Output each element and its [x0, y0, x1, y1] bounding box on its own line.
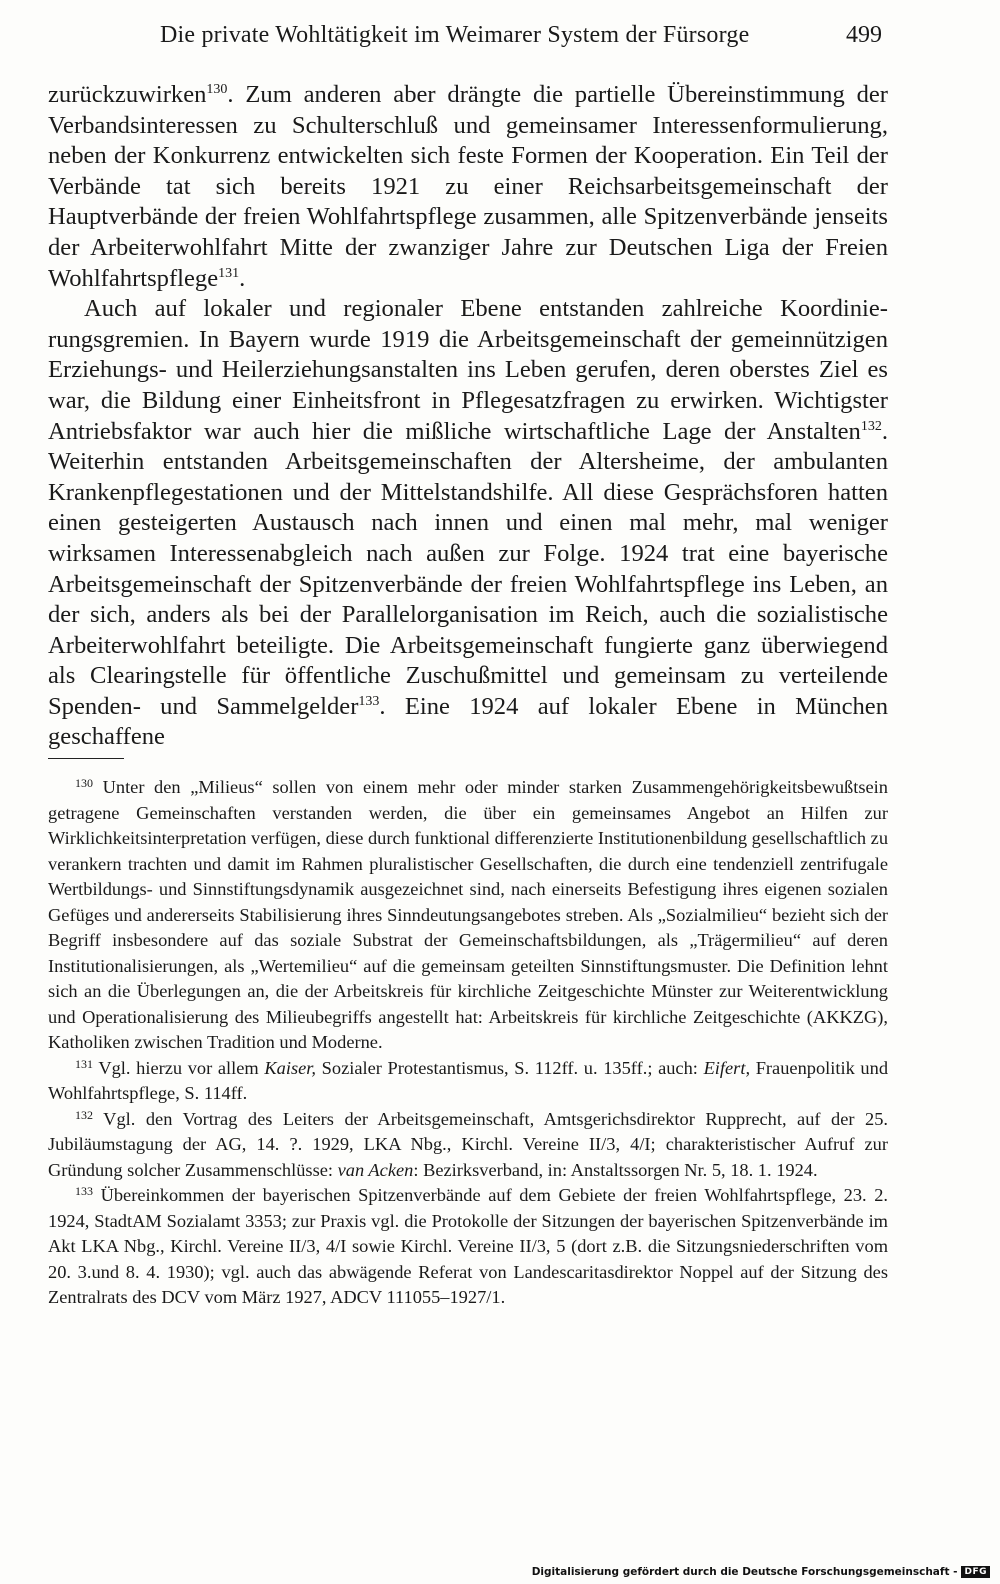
text-run: Auch auf lokaler und regionaler Ebene entstanden zahlreiche Koordinierungsgremien. In Bayern wurde 1919 die Arbeitsgemeinschaft der gemeinnützigen Erziehungs- und Heilerziehungsanstalten ins Leben gerufen, deren oberstes Ziel es war, die Bildung einer Einheitsfront in Pflegesatzfragen zu erwirken. Wichtigster Antriebsfaktor war auch hier die mißliche wirtschaftliche Lage der Anstalten	[48, 295, 888, 445]
author-name: Eifert,	[703, 1057, 751, 1078]
footnote-text: : Bezirksverband, in: Anstaltssorgen Nr. 5, 18. 1. 1924.	[413, 1159, 818, 1180]
footnote-text: Sozialer Protestantismus, S. 112ff. u. 135ff.; auch:	[316, 1057, 704, 1078]
footnote-text: Vgl. hierzu vor allem	[98, 1057, 265, 1078]
text-run: zurückzuwirken	[48, 81, 207, 108]
page-number: 499	[846, 22, 882, 48]
footnote-separator	[48, 758, 124, 759]
footnote-132	[48, 1107, 888, 1184]
running-title: Die private Wohltätigkeit im Weimarer System der Fürsorge	[160, 22, 750, 48]
footnote-text: Frauenpolitik und Wohlfahrtspflege, S. 114ff.	[48, 1057, 889, 1103]
paragraph	[48, 294, 888, 753]
author-name: van Acken	[337, 1159, 414, 1180]
footnote-number: 131	[75, 1056, 93, 1071]
footnote-ref-131[interactable]: 131	[218, 265, 240, 281]
footnote-131	[48, 1056, 888, 1107]
author-name: Kaiser,	[264, 1057, 316, 1078]
footnote-number: 133	[75, 1184, 93, 1198]
footnote-text: Unter den „Milieus“ sollen von einem mehr oder minder starken Zusammengehörigkeitsbewußtsein getragene Gemeinschaften verstanden werden, die über ein gemeinsames Angebot an Hilfen zur Wirklichkeitsinterpretation verfügen, diese durch funktional differenzierte Institutionenbildung gesellschaftlich zu verankern trachten und damit im Rahmen pluralistischer Gesellschaften, die durch eine tendenziell zentrifugale Wertbildungs- und Sinnstiftungsdynamik ausgezeichnet sind, nach einerseits Befestigung ihres eigenen sozialen Gefüges und andererseits Stabilisierung ihres Sinndeutungsangebotes streben. Als „Sozialmilieu“ bezieht sich der Begriff insbesondere auf das soziale Substrat der Gemeinschaftsbildungen, als „Trägermilieu“ auf deren Institutionalisierungen, als „Wertemilieu“ auf die gemeinsam geteilten Sinnstiftungsmuster. Die Definition lehnt sich an die Überlegungen an, die der Arbeitskreis für kirchliche Zeitgeschichte Münster zur Weiterentwicklung und Operationalisierung des Milieubegriffs angestellt hat: Arbeitskreis für kirchliche Zeitgeschichte (AKKZG), Katholiken zwischen Tradition und Moderne.	[48, 777, 889, 1052]
footnote-130	[48, 775, 888, 1056]
footnote-ref-130[interactable]: 130	[206, 82, 228, 97]
footnote-ref-132[interactable]: 132	[860, 418, 882, 434]
dfg-logo: DFG	[961, 1566, 990, 1578]
digitization-note: Digitalisierung gefördert durch die Deutsche Forschungsgemeinschaft -	[531, 1566, 958, 1578]
footnote-text: Vgl. den Vortrag des Leiters der Arbeitsgemeinschaft, Amtsgerichsdirektor Rupprecht, auf der 25. Jubiläumstagung der AG, 14. ?. 1929, LKA Nbg., Kirchl. Vereine II/3, 4/I; charakteristischer Aufruf zur Gründung solcher Zusammenschlüsse:	[48, 1108, 889, 1180]
footnote-number: 132	[75, 1107, 93, 1122]
footnotes	[48, 775, 888, 1311]
text-run: . Zum anderen aber drängte die partielle Übereinstimmung der Verbandsinteressen zu Schulterschluß und gemeinsamer Interessenformulierung, neben der Konkurrenz entwickelten sich feste Formen der Kooperation. Ein Teil der Verbände tat sich bereits 1921 zu einer Reichsarbeitsgemeinschaft der Hauptverbände der freien Wohlfahrtspflege zusammen, alle Spitzenverbände jenseits der Arbeiterwohlfahrt Mitte der zwanziger Jahre zur Deutschen Liga der Freien Wohlfahrtspflege	[48, 81, 888, 292]
digitization-footer	[532, 1562, 990, 1582]
page-header	[48, 20, 888, 54]
text-run: . Eine 1924 auf lokaler Ebene in München geschaffene	[48, 692, 888, 751]
footnote-ref-133[interactable]: 133	[358, 693, 380, 709]
text-run: .	[239, 264, 246, 292]
main-text	[48, 80, 888, 753]
footnote-133	[48, 1183, 888, 1311]
paragraph	[48, 80, 888, 294]
footnote-number: 130	[75, 776, 93, 790]
footnote-text: Übereinkommen der bayerischen Spitzenverbände auf dem Gebiete der freien Wohlfahrtspflege, 23. 2. 1924, StadtAM Sozialamt 3353; zur Praxis vgl. die Protokolle der Sitzungen der bayerischen Spitzenverbände im Akt LKA Nbg., Kirchl. Vereine II/3, 4/I sowie Kirchl. Vereine II/3, 5 (dort z.B. die Sitzungsniederschriften vom 20. 3.und 8. 4. 1930); vgl. auch das abwägende Referat von Landescaritasdirektor Noppel auf der Sitzung des Zentralrats des DCV vom März 1927, ADCV 111055–1927/1.	[48, 1185, 888, 1307]
text-run: . Weiterhin entstanden Arbeitsgemeinschaften der Altersheime, der ambulanten Krankenpflegestationen und der Mittelstandshilfe. All diese Gesprächsforen hatten einen gesteigerten Austausch nach innen und einen mal mehr, mal weniger wirksamen Interessenabgleich nach außen zur Folge. 1924 trat eine bayerische Arbeitsgemeinschaft der Spitzenverbände der freien Wohlfahrtspflege ins Leben, an der sich, anders als bei der Parallelorganisation im Reich, auch die sozialistische Arbeiterwohlfahrt beteiligte. Die Arbeitsgemeinschaft fungierte ganz überwiegend als Clearingstelle für öffentliche Zuschußmittel und gemeinsam zu verteilende Spenden- und Sammelgelder	[48, 417, 888, 720]
